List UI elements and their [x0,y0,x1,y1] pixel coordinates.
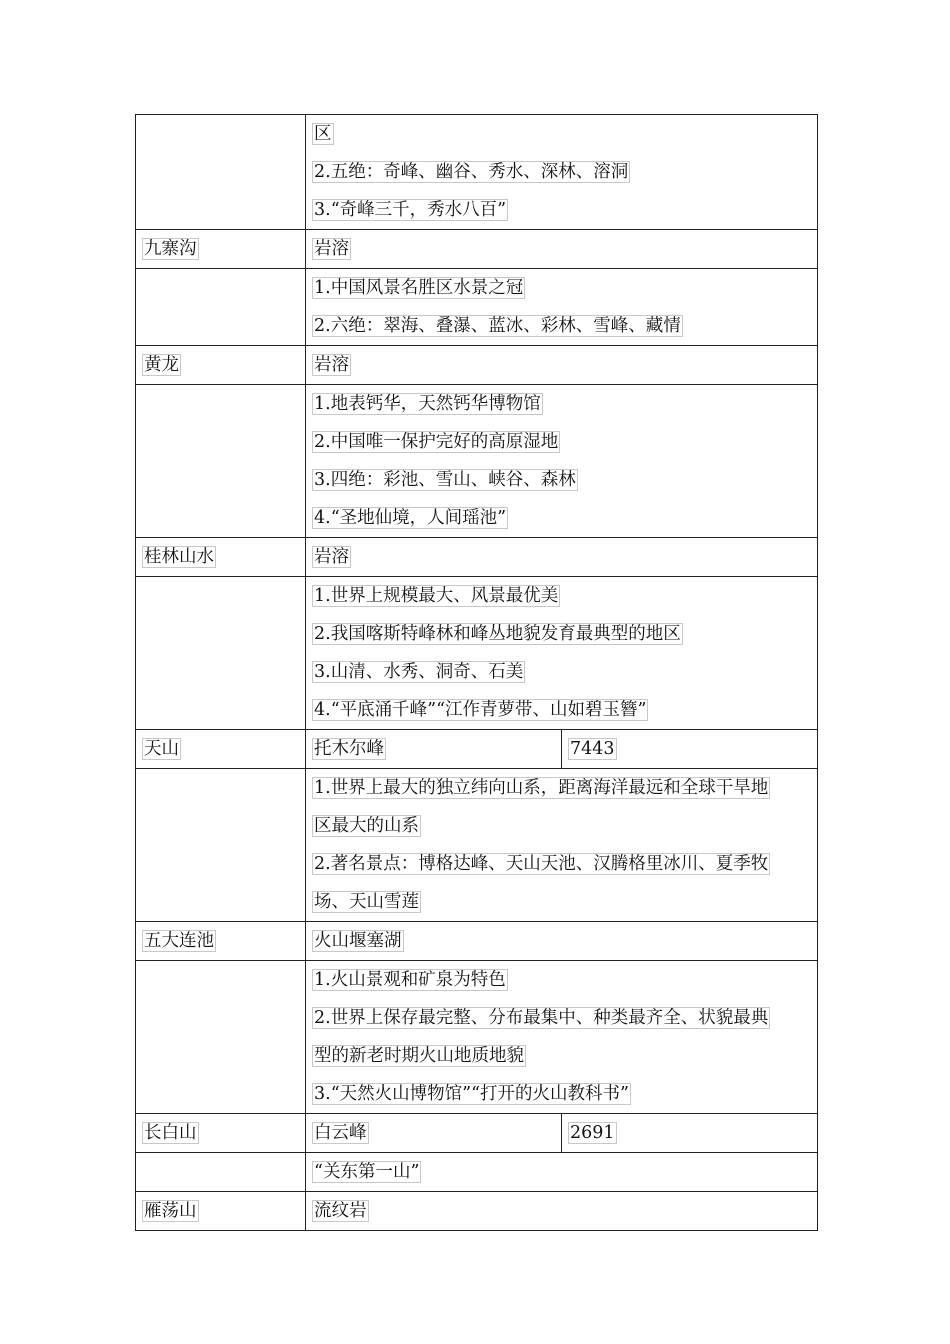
name-cell [136,538,306,577]
feature-text: 3.山清、水秀、洞奇、石美 [314,662,524,682]
landform-type: 岩溶 [314,355,349,375]
name-cell [136,1114,306,1153]
feature-cell [306,269,818,346]
feature-cell [306,961,818,1114]
scenic-area-name: 黄龙 [144,355,179,375]
feature-cell [306,385,818,538]
table-row-header [136,1192,818,1231]
table-row-detail [136,769,818,922]
scenic-area-name: 长白山 [144,1123,197,1143]
elevation-cell [562,730,818,769]
feature-text: 2.中国唯一保护完好的高原湿地 [314,432,559,452]
feature-line [312,499,811,537]
table-row-header [136,230,818,269]
feature-line [312,999,811,1037]
table-row-header [136,538,818,577]
main-peak: 托木尔峰 [314,739,384,759]
feature-text: 区最大的山系 [314,816,419,836]
feature-cell [306,115,818,230]
elevation-cell [562,1114,818,1153]
feature-line [312,115,811,153]
table-row-detail [136,1153,818,1192]
name-cell [136,730,306,769]
scenic-area-name: 九寨沟 [144,239,197,259]
feature-line [312,807,811,845]
feature-text: 2.世界上保存最完整、分布最集中、种类最齐全、状貌最典 [314,1008,769,1028]
feature-line [312,385,811,423]
feature-line [312,653,811,691]
name-cell [136,769,306,922]
feature-line [312,691,811,729]
feature-text: 2.六绝：翠海、叠瀑、蓝冰、彩林、雪峰、藏情 [314,316,681,336]
scenic-area-name: 桂林山水 [144,547,214,567]
feature-text: “关东第一山” [314,1162,420,1182]
feature-cell [306,577,818,730]
landform-cell [306,922,818,961]
feature-text: 场、天山雪莲 [314,892,419,912]
landform-cell [306,538,818,577]
scenic-area-name: 雁荡山 [144,1201,197,1221]
main-peak: 白云峰 [314,1123,367,1143]
elevation-value: 7443 [570,739,615,759]
table-row-detail [136,269,818,346]
name-cell [136,346,306,385]
feature-text: 4.“圣地仙境，人间瑶池” [314,508,507,528]
feature-text: 3.“天然火山博物馆”“打开的火山教科书” [314,1084,629,1104]
name-cell [136,385,306,538]
feature-text: 2.我国喀斯特峰林和峰丛地貌发育最典型的地区 [314,624,681,644]
table-row-header [136,922,818,961]
feature-line [312,153,811,191]
name-cell [136,922,306,961]
feature-line [312,1153,811,1191]
feature-text: 1.地表钙华，天然钙华博物馆 [314,394,541,414]
feature-line [312,769,811,807]
feature-text: 3.“奇峰三千，秀水八百” [314,200,507,220]
elevation-value: 2691 [570,1123,615,1143]
feature-text: 型的新老时期火山地质地貌 [314,1046,524,1066]
scenic-area-name: 天山 [144,739,179,759]
name-cell [136,1153,306,1192]
feature-line [312,845,811,883]
peak-cell [306,1114,562,1153]
landform-type: 流纹岩 [314,1201,367,1221]
feature-line [312,577,811,615]
landform-type: 岩溶 [314,239,349,259]
feature-text: 1.世界上最大的独立纬向山系，距离海洋最远和全球干旱地 [314,778,769,798]
landform-type: 岩溶 [314,547,349,567]
table-body [136,115,818,1231]
feature-cell [306,769,818,922]
landform-type: 火山堰塞湖 [314,931,402,951]
table-row-detail [136,385,818,538]
name-cell [136,577,306,730]
landform-cell [306,346,818,385]
feature-text: 1.世界上规模最大、风景最优美 [314,586,559,606]
table-row-detail [136,577,818,730]
feature-line [312,191,811,229]
name-cell [136,230,306,269]
feature-text: 4.“平底涌千峰”“江作青萝带、山如碧玉簪” [314,700,647,720]
feature-line [312,423,811,461]
name-cell [136,115,306,230]
feature-line [312,461,811,499]
table-row-header [136,730,818,769]
feature-line [312,269,811,307]
landform-cell [306,230,818,269]
table-row-detail [136,115,818,230]
feature-text: 3.四绝：彩池、雪山、峡谷、森林 [314,470,576,490]
feature-text: 区 [314,124,332,144]
feature-line [312,1075,811,1113]
feature-line [312,1037,811,1075]
name-cell [136,1192,306,1231]
feature-text: 1.中国风景名胜区水景之冠 [314,278,524,298]
table-row-header [136,1114,818,1153]
feature-line [312,961,811,999]
landform-cell [306,1192,818,1231]
feature-text: 1.火山景观和矿泉为特色 [314,970,506,990]
feature-line [312,615,811,653]
peak-cell [306,730,562,769]
scenic-area-name: 五大连池 [144,931,214,951]
feature-text: 2.五绝：奇峰、幽谷、秀水、深林、溶洞 [314,162,629,182]
feature-cell [306,1153,818,1192]
feature-line [312,883,811,921]
table-row-header [136,346,818,385]
feature-line [312,307,811,345]
name-cell [136,269,306,346]
scenic-area-table [135,114,818,1231]
name-cell [136,961,306,1114]
table-row-detail [136,961,818,1114]
feature-text: 2.著名景点：博格达峰、天山天池、汉腾格里冰川、夏季牧 [314,854,769,874]
